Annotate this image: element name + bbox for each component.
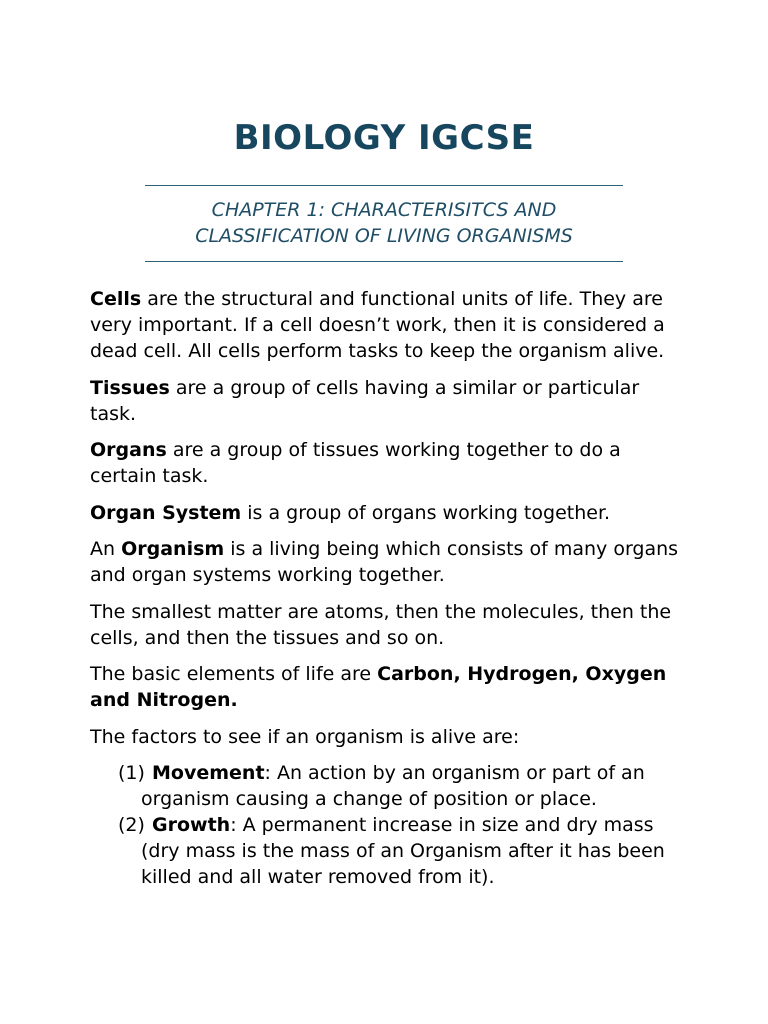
term-movement: Movement: [152, 762, 265, 784]
term-organism: Organism: [121, 538, 225, 560]
definition-movement: : An action by an organism or part of an organism causing a change of position or place.: [141, 762, 645, 810]
document-title: BIOLOGY IGCSE: [233, 118, 535, 158]
definition-organs: are a group of tissues working together to do a certain task.: [90, 439, 621, 487]
term-cells: Cells: [90, 288, 142, 310]
factors-list: [90, 760, 690, 890]
term-basic-elements: Carbon, Hydrogen, Oxygen and Nitrogen.: [90, 663, 667, 711]
paragraph-organs: [90, 437, 690, 489]
list-item: [90, 760, 690, 812]
elements-prefix: The basic elements of life are: [90, 663, 378, 685]
paragraph-basic-elements: [90, 661, 690, 713]
chapter-heading-line-2: CLASSIFICATION OF LIVING ORGANISMS: [195, 225, 573, 247]
list-item-number: (2): [118, 814, 145, 836]
definition-organ-system: is a group of organs working together.: [241, 501, 611, 524]
chapter-heading-line-1: CHAPTER 1: CHARACTERISITCS AND: [211, 199, 557, 221]
term-organ-system: Organ System: [90, 501, 242, 524]
definition-organism: is a living being which consists of many organs and organ systems working together.: [90, 538, 679, 586]
paragraph-smallest-matter: The smallest matter are atoms, then the molecules, then the cells, and then the tissues and so on.: [90, 600, 672, 649]
list-item: [90, 812, 690, 890]
chapter-heading: [145, 197, 623, 249]
paragraph-organ-system: [90, 500, 690, 526]
definition-cells: are the structural and functional units of life. They are very important. If a cell doesn’t work, then it is considered a dead cell. All cells perform tasks to keep the organism alive.: [90, 288, 665, 362]
term-organs: Organs: [90, 439, 167, 461]
paragraph-cells: [90, 286, 690, 364]
paragraph-factors-intro: The factors to see if an organism is alive are:: [90, 725, 520, 748]
definition-tissues: are a group of cells having a similar or particular task.: [90, 376, 640, 425]
term-growth: Growth: [152, 814, 231, 836]
definition-growth: : A permanent increase in size and dry mass (dry mass is the mass of an Organism after it has been killed and all water removed from it).: [141, 814, 665, 888]
term-tissues: Tissues: [90, 376, 170, 399]
paragraph-tissues: [90, 375, 690, 427]
organism-prefix: An: [90, 538, 122, 560]
paragraph-organism: [90, 536, 690, 588]
document-body: [90, 286, 690, 890]
title-divider-bottom: [145, 261, 623, 262]
title-divider-top: [145, 185, 623, 186]
list-item-number: (1): [118, 762, 145, 784]
